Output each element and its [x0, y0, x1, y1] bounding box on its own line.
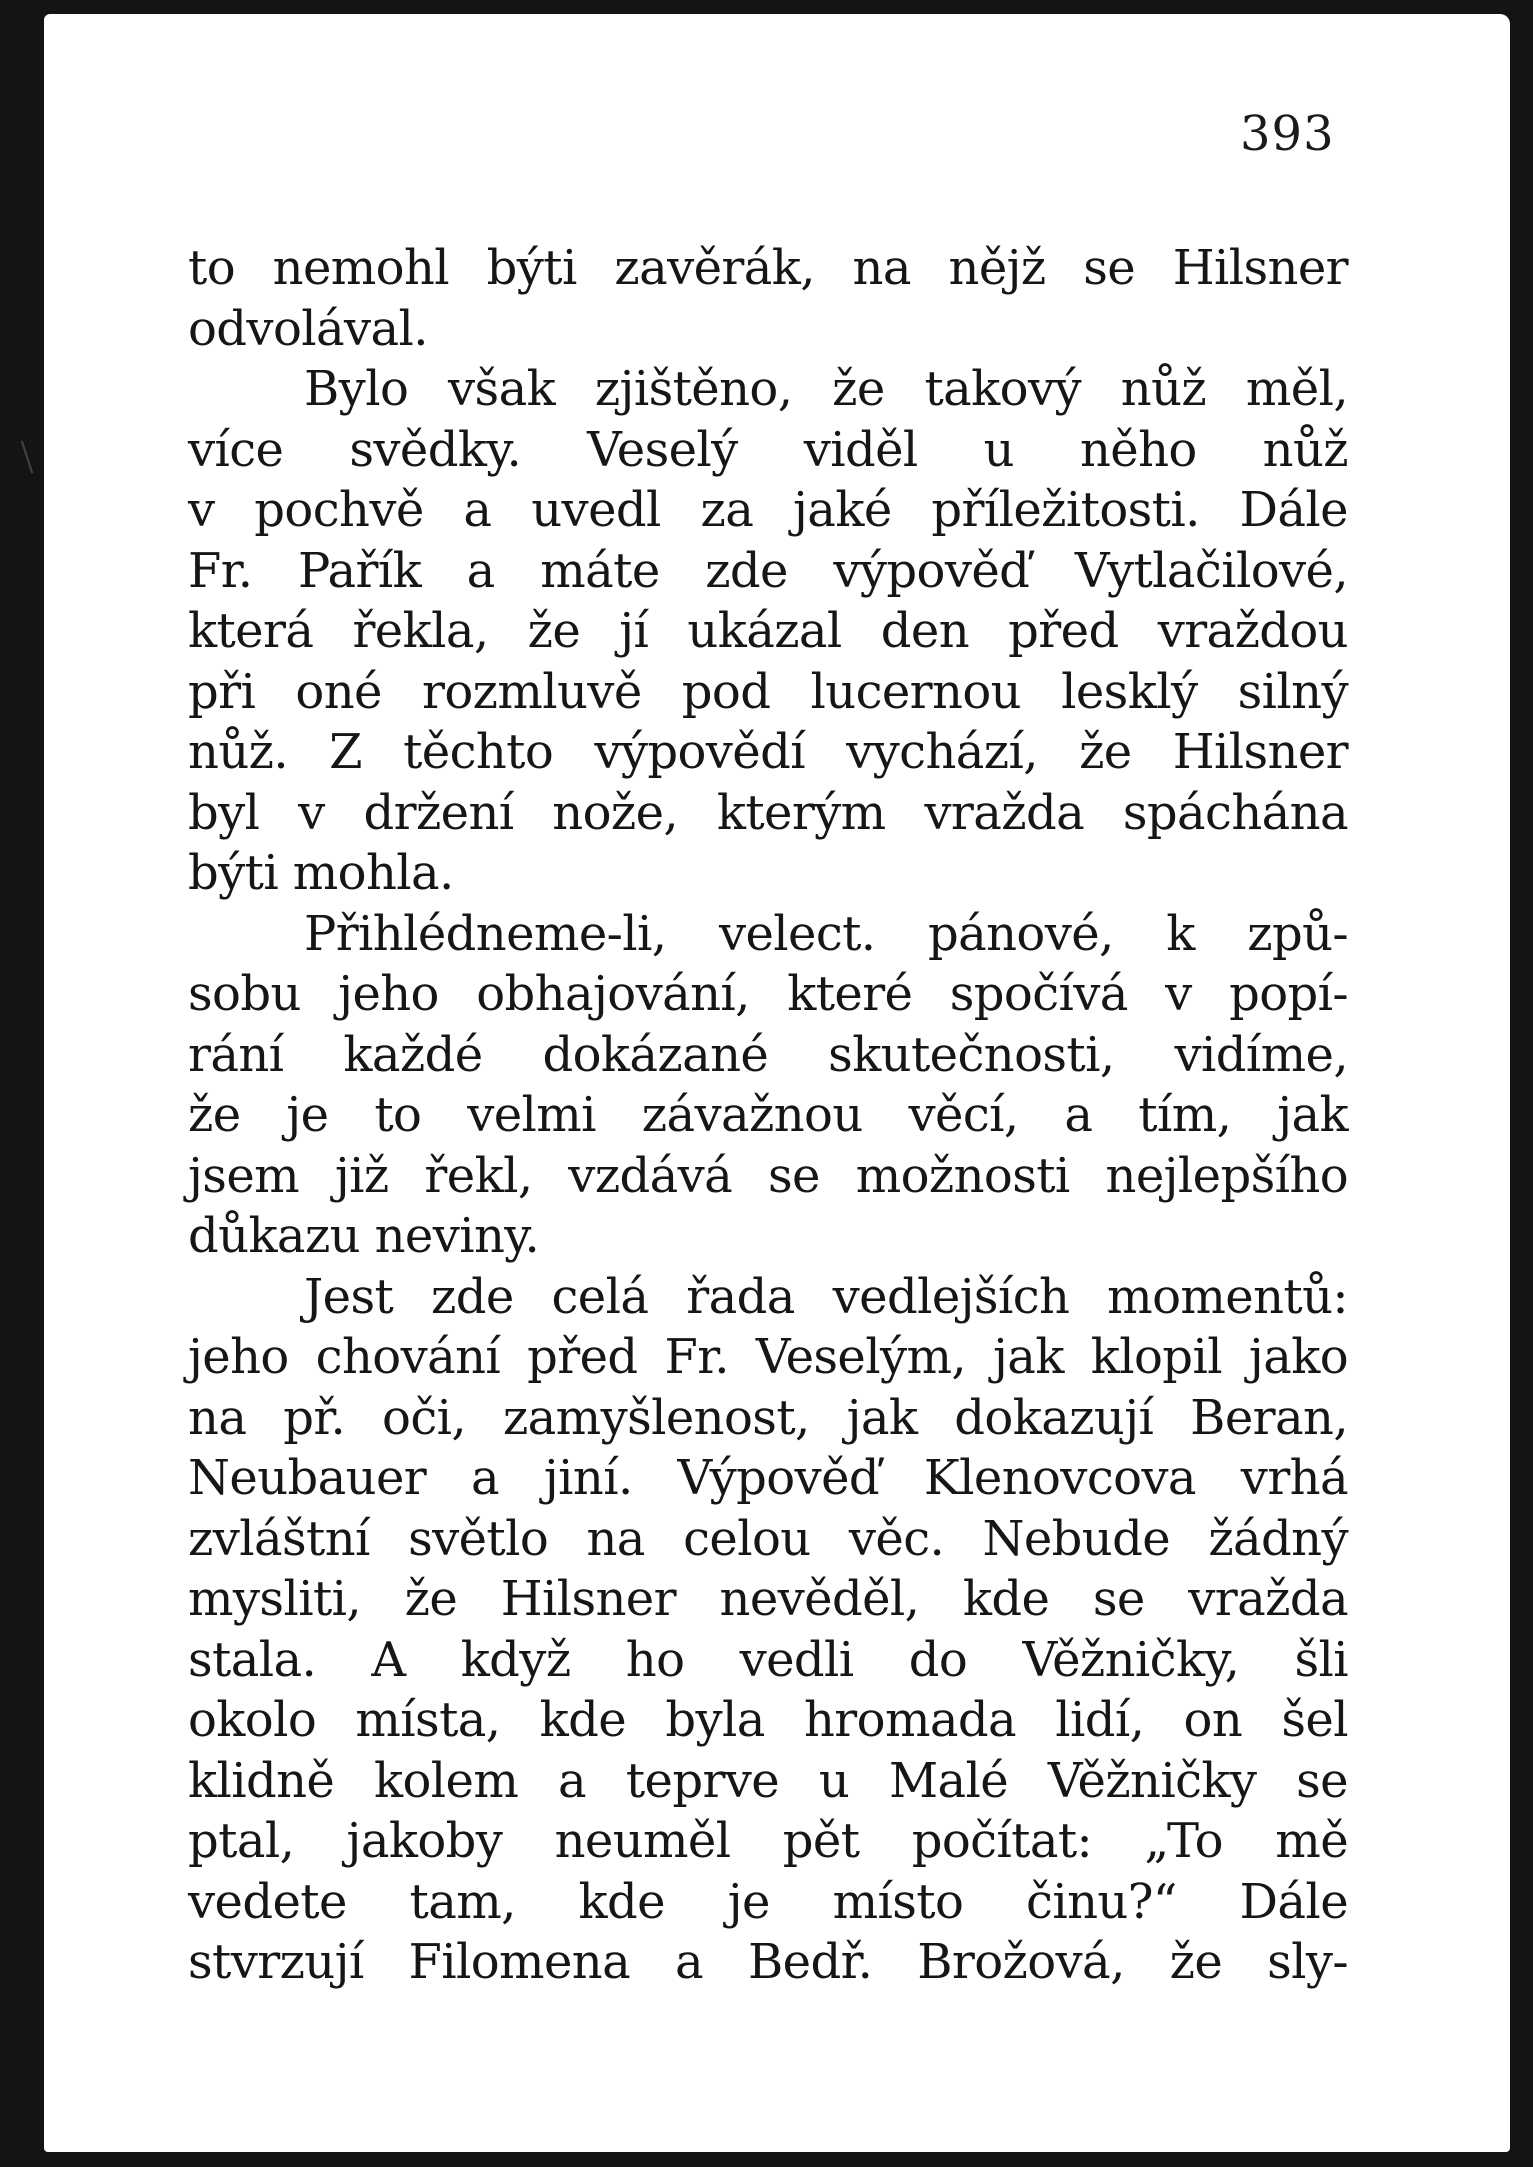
text-line: sobu jeho obhajování, které spočívá v popí-: [188, 966, 1348, 1022]
text-line: klidně kolem a teprve u Malé Věžničky se: [188, 1752, 1348, 1809]
text-line: v pochvě a uvedl za jaké příležitosti. Dále: [188, 482, 1348, 538]
text-line: mysliti, že Hilsner nevěděl, kde se vražda: [188, 1571, 1348, 1627]
text-line: Fr. Pařík a máte zde výpověď Vytlačilové,: [188, 542, 1348, 599]
text-line: při oné rozmluvě pod lucernou lesklý silný: [188, 663, 1348, 720]
text-line: ptal, jakoby neuměl pět počítat: „To mě: [188, 1813, 1348, 1869]
text-line: jeho chování před Fr. Veselým, jak klopil jako: [188, 1329, 1348, 1385]
text-line: důkazu neviny.: [188, 1208, 540, 1264]
text-line: Jest zde celá řada vedlejších momentů:: [304, 1268, 1348, 1325]
text-line: na př. oči, zamyšlenost, jak dokazují Beran,: [188, 1389, 1348, 1446]
text-line: rání každé dokázané skutečnosti, vidíme,: [188, 1026, 1348, 1083]
text-line: to nemohl býti zavěrák, na nějž se Hilsner: [188, 240, 1348, 296]
scan-artifact-mark: [21, 441, 33, 474]
text-line: která řekla, že jí ukázal den před vraždou: [188, 603, 1348, 659]
text-line: nůž. Z těchto výpovědí vychází, že Hilsner: [188, 724, 1348, 780]
text-line: Přihlédneme-li, velect. pánové, k způ-: [304, 905, 1348, 962]
text-line: byl v držení nože, kterým vražda spáchána: [188, 784, 1348, 841]
text-line: stala. A když ho vedli do Věžničky, šli: [188, 1631, 1348, 1688]
text-line: býti mohla.: [188, 845, 454, 901]
text-line: více svědky. Veselý viděl u něho nůž: [188, 421, 1348, 478]
text-line: Bylo však zjištěno, že takový nůž měl,: [304, 361, 1348, 417]
book-page: [44, 14, 1510, 2152]
page-number: 393: [1240, 106, 1335, 162]
text-line: že je to velmi závažnou věcí, a tím, jak: [188, 1087, 1348, 1143]
text-line: jsem již řekl, vzdává se možnosti nejlepšího: [188, 1147, 1348, 1204]
text-line: vedete tam, kde je místo činu?“ Dále: [188, 1873, 1348, 1930]
text-line: okolo místa, kde byla hromada lidí, on šel: [188, 1692, 1348, 1748]
text-line: Neubauer a jiní. Výpověď Klenovcova vrhá: [188, 1450, 1348, 1506]
body-text: [188, 238, 1348, 1993]
text-line: zvláštní světlo na celou věc. Nebude žádný: [188, 1510, 1348, 1567]
text-line: odvolával.: [188, 300, 428, 357]
text-line: stvrzují Filomena a Bedř. Brožová, že sly-: [188, 1934, 1348, 1990]
